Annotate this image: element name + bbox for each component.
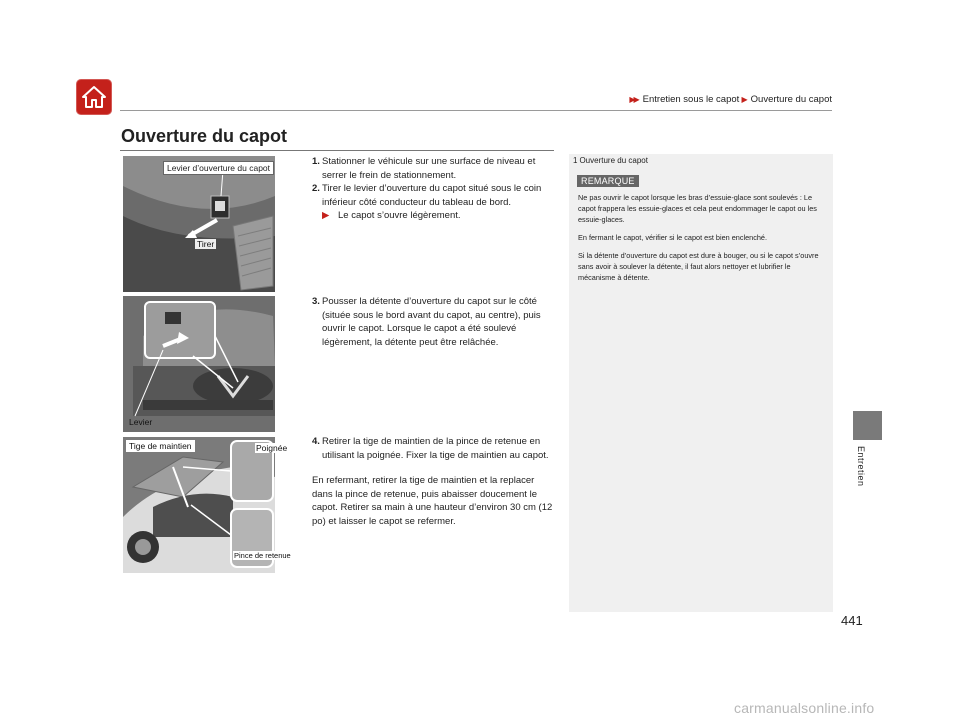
step-text: Retirer la tige de maintien de la pince de retenue en utilisant la poignée. Fixer la tige de maintien au capot. (322, 436, 549, 461)
watermark-text: carmanualsonline.info (734, 700, 875, 716)
figure-hood-latch (123, 296, 275, 432)
step-result-text: Le capot s’ouvre légèrement. (338, 210, 461, 221)
step-number: 1. (312, 156, 320, 167)
note-body (578, 192, 828, 290)
step-item (312, 155, 557, 182)
note-marker: 1 (573, 156, 578, 165)
note-paragraph: Si la détente d’ouverture du capot est dure à bouger, ou si le capot s’ouvre sans avoir à soulever la détente, il faut alors nettoyer et lubrifier le mécanisme à détente. (578, 251, 819, 282)
step-number: 2. (312, 183, 320, 194)
step-list (312, 435, 557, 528)
note-title: Ouverture du capot (579, 156, 648, 165)
figure-label-release-lever: Levier d’ouverture du capot (163, 161, 274, 175)
note-header (573, 156, 648, 165)
breadcrumb-item-current: Ouverture du capot (750, 94, 832, 105)
note-paragraph: Ne pas ouvrir le capot lorsque les bras d’essuie-glace sont soulevés : Le capot frappera les essuie-glaces et cela peut endommager le capot ou les essuie-glaces. (578, 193, 817, 224)
breadcrumb-arrow-icon: ▶ (741, 95, 746, 104)
header-divider (120, 110, 832, 111)
side-tab-marker[interactable] (853, 411, 882, 440)
note-paragraph: En fermant le capot, vérifier si le capot est bien enclenché. (578, 233, 768, 242)
note-badge: REMARQUE (577, 175, 639, 187)
step-result (322, 209, 557, 223)
page-title: Ouverture du capot (121, 126, 288, 146)
step-item (312, 435, 557, 462)
home-button[interactable] (76, 79, 112, 115)
result-arrow-icon: ▶ (322, 210, 330, 221)
breadcrumb-item-section[interactable]: Entretien sous le capot (642, 94, 740, 105)
step-item (312, 182, 557, 209)
figure-label-lever: Levier (129, 417, 153, 427)
step-list (312, 155, 557, 223)
figure-hood-release-lever (123, 156, 275, 292)
figure-support-rod (123, 437, 291, 573)
step-text: Pousser la détente d’ouverture du capot sur le côté (située sous le bord avant du capot, au centre), puis ouvrir le capot. Lorsque le capot a été soulevé légèrement, la détente peut être relâchée. (322, 296, 541, 348)
figure-label-handle: Poignée (256, 443, 288, 453)
breadcrumb-arrow-icon: ▶▶ (629, 95, 638, 104)
step-number: 3. (312, 296, 320, 307)
closing-paragraph: En refermant, retirer la tige de maintien et la replacer dans la pince de retenue, puis abaisser doucement le capot. Retirer sa main à une hauteur d’environ 30 cm (12 po) et laisser le capot se refermer. (312, 475, 553, 527)
title-divider (120, 150, 554, 151)
step-text: Stationner le véhicule sur une surface de niveau et serrer le frein de stationnement. (322, 156, 536, 181)
step-item (312, 295, 557, 349)
figure-label-pull: Tirer (197, 239, 215, 249)
step-number: 4. (312, 436, 320, 447)
step-list (312, 295, 557, 349)
page-number: 441 (841, 613, 863, 628)
side-tab-label: Entretien (856, 446, 866, 487)
breadcrumb (629, 94, 832, 105)
figure-label-support-rod: Tige de maintien (126, 440, 195, 452)
figure-label-retaining-clip: Pince de retenue (234, 551, 291, 560)
home-icon (81, 85, 107, 109)
step-text: Tirer le levier d’ouverture du capot situé sous le coin inférieur côté conducteur du tableau de bord. (322, 183, 542, 208)
